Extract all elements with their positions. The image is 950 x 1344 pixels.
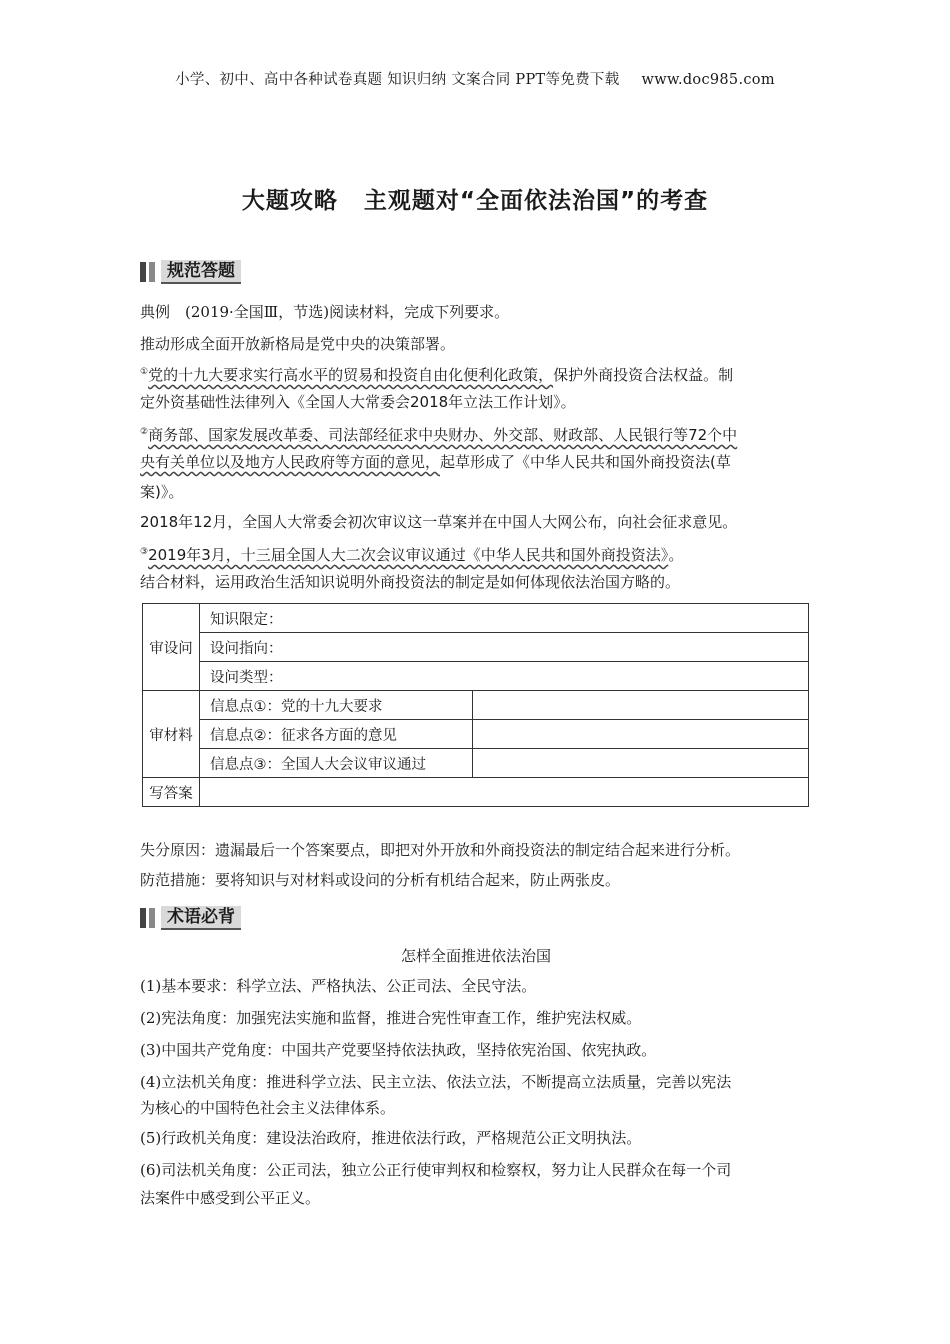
term-4b: 为核心的中国特色社会主义法律体系。 — [140, 1099, 396, 1117]
analysis-table — [142, 603, 809, 807]
title-part1: 大题攻略 — [241, 188, 338, 214]
wavy-underlined-text: 2019年3月，十三届全国人大二次会议审议通过《中华人民共和国外商投资法》 — [148, 546, 669, 564]
material-line-7: 2018年12月，全国人大常委会初次审议这一草案并在中国人大网公布，向社会征求意见。 — [140, 513, 738, 531]
page-title — [0, 182, 950, 215]
title-part2: 主观题对“全面依法治国”的考查 — [363, 188, 709, 214]
wavy-underlined-text: 央有关单位以及地方人民政府等方面的意见， — [140, 453, 441, 471]
wavy-underlined-text: 党的十九大要求实行高水平的贸易和投资自由化便利化政策， — [148, 366, 554, 384]
section-marker-icon — [140, 262, 155, 282]
knowledge-limit-cell: 知识限定： — [200, 604, 809, 633]
material-line-2 — [140, 362, 812, 385]
material-line-8: ③2019年3月，十三届全国人大二次会议审议通过《中华人民共和国外商投资法》。 — [140, 546, 684, 564]
header-text: 小学、初中、高中各种试卷真题 知识归纳 文案合同 PPT等免费下载 — [175, 72, 620, 88]
header-site-link[interactable]: www.doc985.com — [641, 72, 775, 88]
section-heading-standard-answer — [140, 260, 241, 284]
term-2: (2)宪法角度：加强宪法实施和监督，推进合宪性审查工作，维护宪法权威。 — [140, 1009, 642, 1027]
wavy-underlined-text: 商务部、国家发展改革委、司法部经征求中央财办、外交部、财政部、人民银行等72个中 — [148, 426, 738, 444]
answer-cell — [200, 778, 809, 807]
marker-2: ② — [140, 427, 149, 437]
section-label: 规范答题 — [161, 260, 241, 284]
question-type-cell: 设问类型： — [200, 662, 809, 691]
term-6b: 法案件中感受到公平正义。 — [140, 1189, 321, 1207]
info-point-3-answer — [473, 749, 809, 778]
example-intro: 典例 (2019·全国Ⅲ，节选)阅读材料，完成下列要求。 — [140, 303, 510, 321]
section-heading-terms — [140, 906, 241, 930]
row-group-question: 审设问 — [143, 604, 200, 691]
row-group-material: 审材料 — [143, 691, 200, 778]
material-line-3: 定外资基础性法律列入《全国人大常委会2018年立法工作计划》。 — [140, 393, 576, 411]
page-header — [0, 68, 950, 89]
material-text: 保护外商投资合法权益。制 — [553, 366, 734, 384]
info-point-3: 信息点③：全国人大会议审议通过 — [200, 749, 473, 778]
section-label: 术语必背 — [161, 906, 241, 930]
term-5: (5)行政机关角度：建设法治政府，推进依法行政，严格规范公正文明执法。 — [140, 1129, 642, 1147]
info-point-2-answer — [473, 720, 809, 749]
material-text: 起草形成了《中华人民共和国外商投资法(草 — [440, 453, 731, 471]
term-1: (1)基本要求：科学立法、严格执法、公正司法、全民守法。 — [140, 977, 537, 995]
info-point-2: 信息点②：征求各方面的意见 — [200, 720, 473, 749]
loss-reason: 失分原因：遗漏最后一个答案要点，即把对外开放和外商投资法的制定结合起来进行分析。 — [140, 841, 741, 859]
material-line-1: 推动形成全面开放新格局是党中央的决策部署。 — [140, 335, 456, 353]
material-line-6: 案)》。 — [140, 483, 184, 501]
marker-3: ③ — [140, 547, 149, 557]
question-direction-cell: 设问指向： — [200, 633, 809, 662]
material-line-5 — [140, 452, 812, 472]
material-line-4 — [140, 422, 812, 445]
section-marker-icon — [140, 908, 155, 928]
term-3: (3)中国共产党角度：中国共产党要坚持依法执政，坚持依宪治国、依宪执政。 — [140, 1041, 657, 1059]
question-text: 结合材料，运用政治生活知识说明外商投资法的制定是如何体现依法治国方略的。 — [140, 573, 681, 591]
info-point-1: 信息点①：党的十九大要求 — [200, 691, 473, 720]
row-group-answer: 写答案 — [143, 778, 200, 807]
marker-1: ① — [140, 367, 149, 377]
term-4a: (4)立法机关角度：推进科学立法、民主立法、依法立法，不断提高立法质量，完善以宪法 — [140, 1073, 732, 1091]
info-point-1-answer — [473, 691, 809, 720]
prevention-measure: 防范措施：要将知识与对材料或设问的分析有机结合起来，防止两张皮。 — [140, 871, 621, 889]
terms-heading: 怎样全面推进依法治国 — [400, 947, 551, 965]
term-6a: (6)司法机关角度：公正司法，独立公正行使审判权和检察权，努力让人民群众在每一个司 — [140, 1161, 732, 1179]
